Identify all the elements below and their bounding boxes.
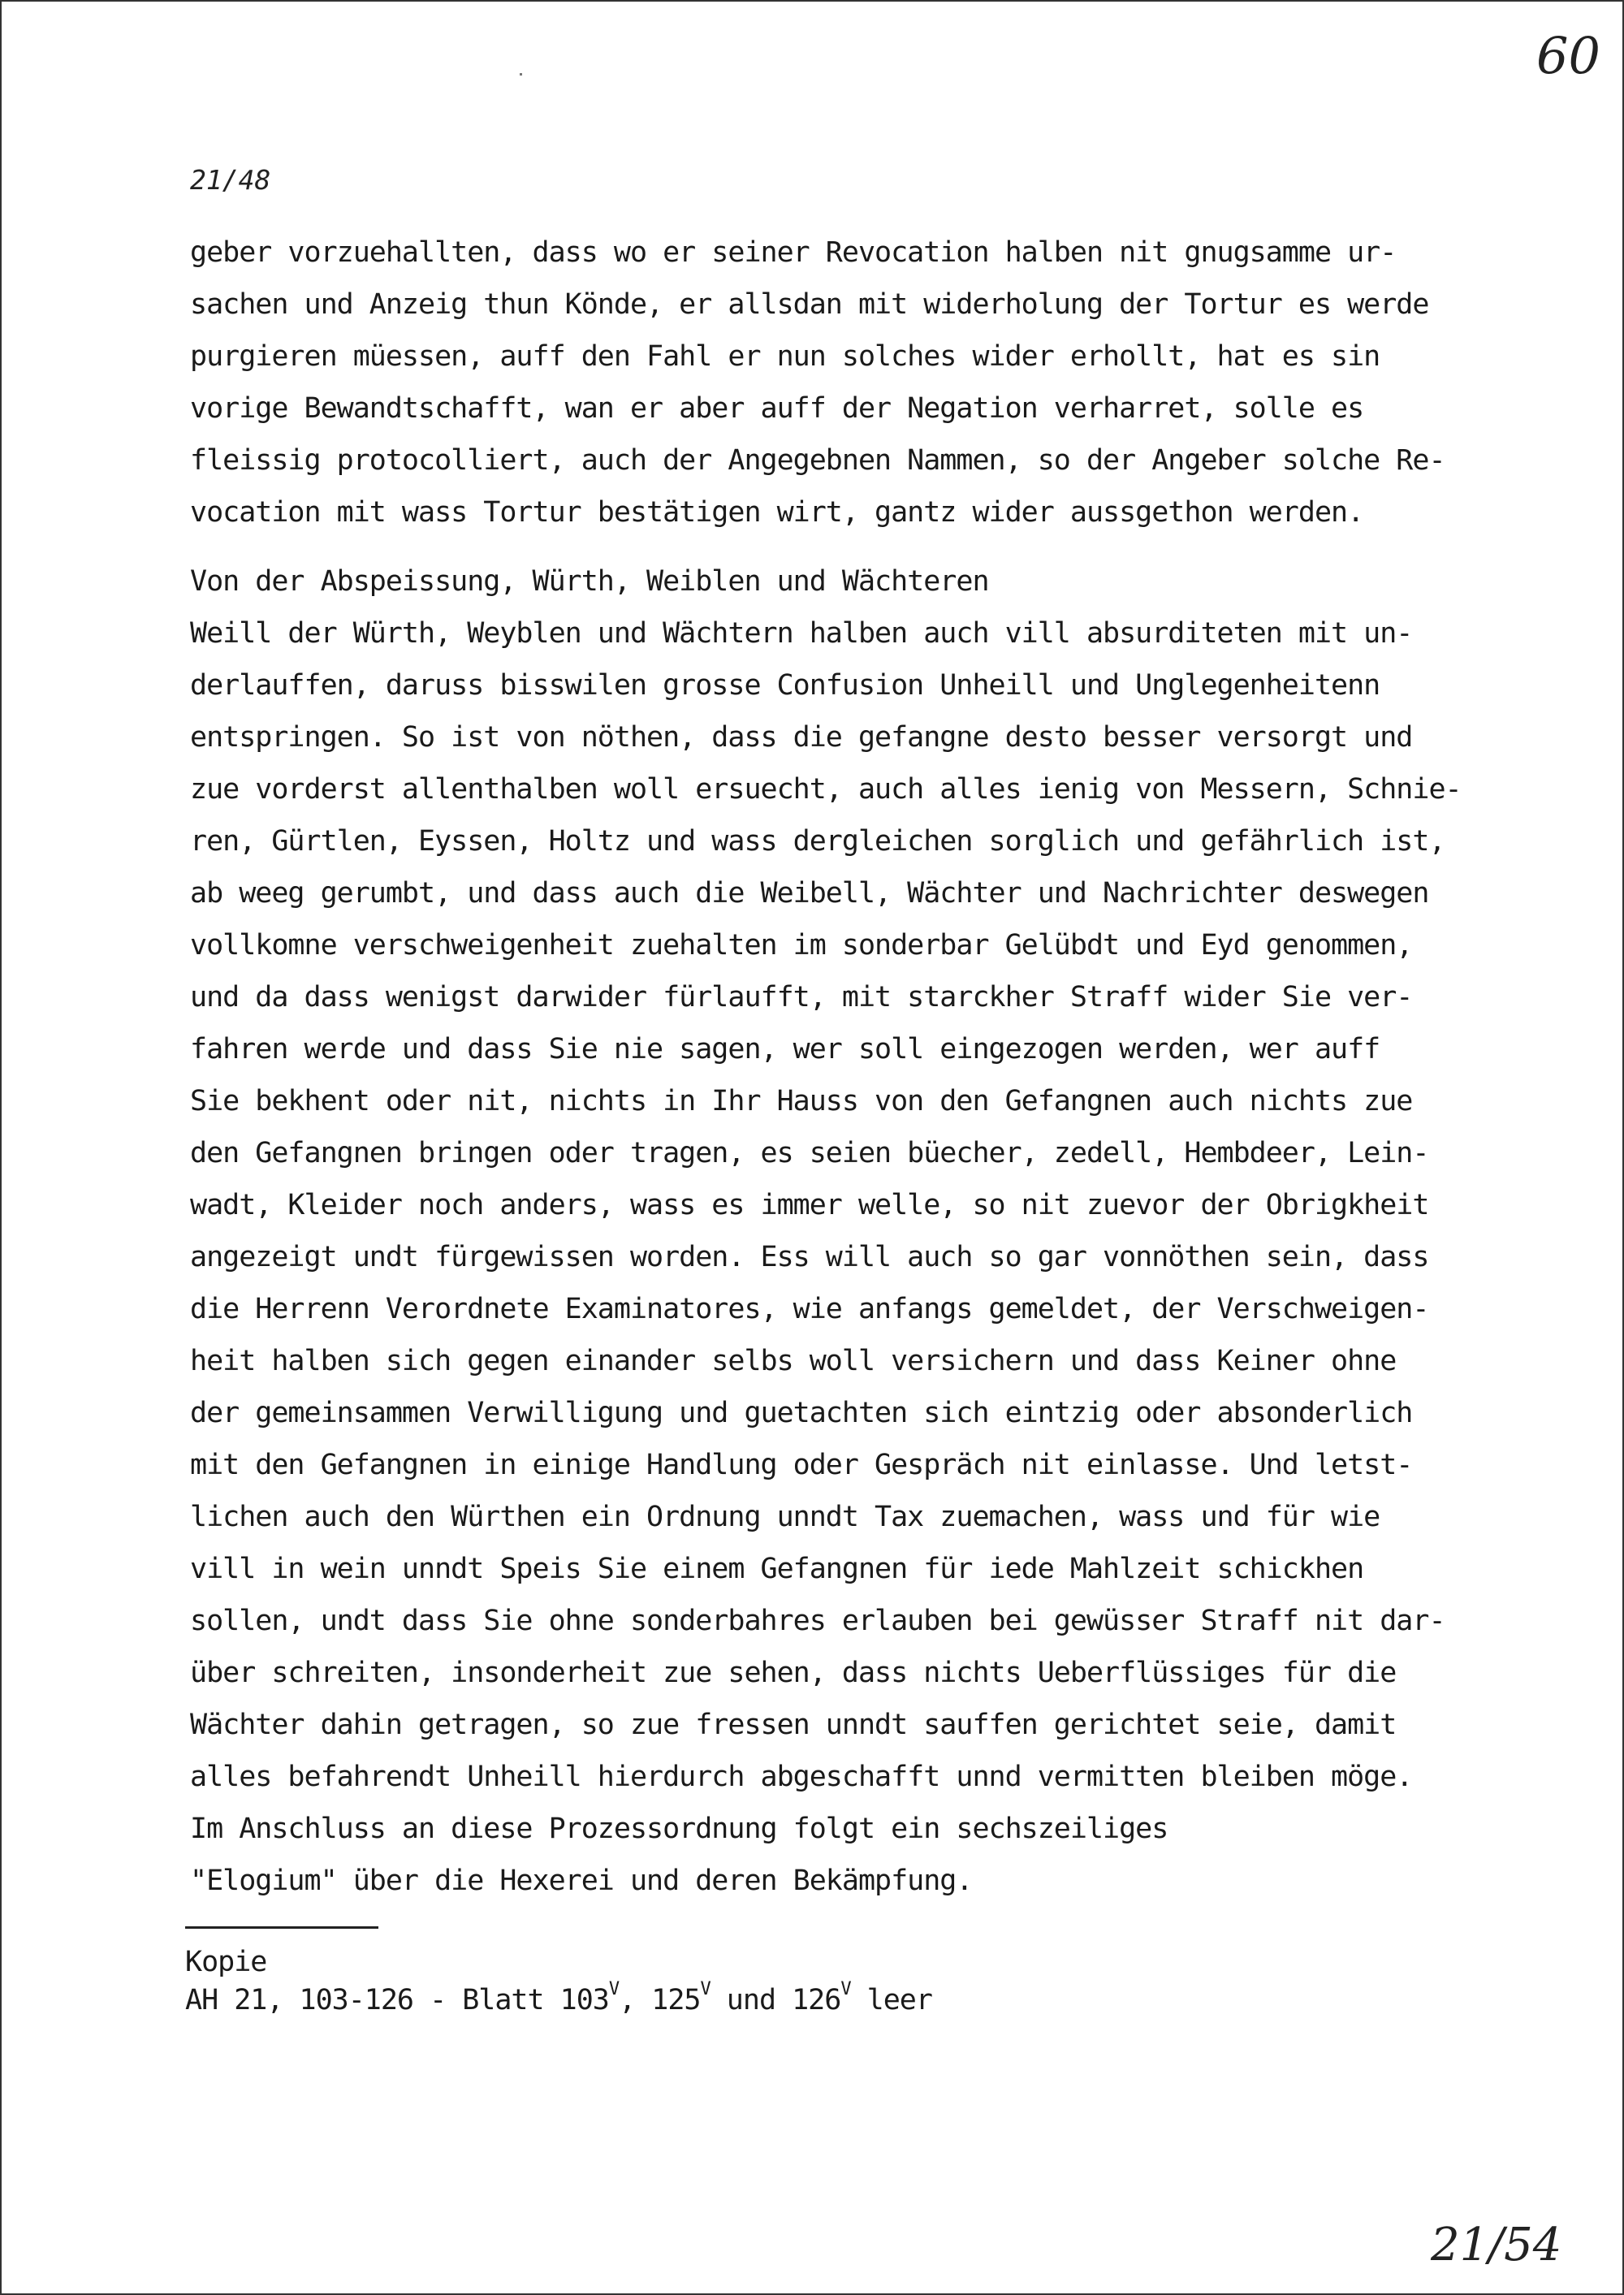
text-line: angezeigt undt fürgewissen worden. Ess will auch so gar vonnöthen sein, dass bbox=[190, 1241, 1429, 1273]
folio-number: 60 bbox=[1536, 26, 1600, 85]
text-line: mit den Gefangnen in einige Handlung oder Gespräch nit einlasse. Und letst- bbox=[190, 1449, 1413, 1481]
text-line: den Gefangnen bringen oder tragen, es seien büecher, zedell, Hembdeer, Lein- bbox=[190, 1137, 1429, 1169]
text-line: über schreiten, insonderheit zue sehen, dass nichts Ueberflüssiges für die bbox=[190, 1657, 1397, 1689]
text-line: wadt, Kleider noch anders, wass es immer welle, so nit zuevor der Obrigkheit bbox=[190, 1189, 1429, 1221]
page-reference: 21/48 bbox=[190, 164, 271, 196]
footnote-label: Kopie bbox=[185, 1946, 267, 1978]
text-line: zue vorderst allenthalben woll ersuecht, auch alles ienig von Messern, Schnie- bbox=[190, 773, 1462, 806]
text-line: Sie bekhent oder nit, nichts in Ihr Hauss von den Gefangnen auch nichts zue bbox=[190, 1085, 1413, 1117]
text-line: fleissig protocolliert, auch der Angegebnen Nammen, so der Angeber solche Re- bbox=[190, 444, 1445, 477]
text-line: purgieren müessen, auff den Fahl er nun solches wider erhollt, hat es sin bbox=[190, 340, 1380, 373]
verso-mark: V bbox=[608, 1979, 620, 1999]
paragraph-revocation bbox=[190, 227, 1465, 538]
text-line: und da dass wenigst darwider fürlaufft, mit starckher Straff wider Sie ver- bbox=[190, 981, 1413, 1014]
text-line: Wächter dahin getragen, so zue fressen unndt sauffen gerichtet seie, damit bbox=[190, 1709, 1397, 1741]
footnote-divider bbox=[185, 1926, 378, 1929]
text-line: vill in wein unndt Speis Sie einem Gefangnen für iede Mahlzeit schickhen bbox=[190, 1553, 1364, 1585]
section-heading bbox=[190, 555, 1465, 607]
text-line: die Herrenn Verordnete Examinatores, wie anfangs gemeldet, der Verschweigen- bbox=[190, 1293, 1429, 1325]
text-line: derlauffen, daruss bisswilen grosse Confusion Unheill und Unglegenheitenn bbox=[190, 669, 1380, 702]
speck bbox=[520, 73, 522, 76]
text-line: vocation mit wass Tortur bestätigen wirt, gantz wider aussgethon werden. bbox=[190, 496, 1364, 529]
text-line: fahren werde und dass Sie nie sagen, wer soll eingezogen werden, wer auff bbox=[190, 1033, 1380, 1065]
text-line: der gemeinsammen Verwilligung und guetachten sich eintzig oder absonderlich bbox=[190, 1397, 1413, 1429]
text-line: heit halben sich gegen einander selbs woll versichern und dass Keiner ohne bbox=[190, 1345, 1397, 1377]
verso-mark: V bbox=[840, 1979, 851, 1999]
footnote-source bbox=[185, 1979, 932, 2016]
text-line: vorige Bewandtschafft, wan er aber auff der Negation verharret, solle es bbox=[190, 392, 1364, 425]
verso-mark: V bbox=[700, 1979, 710, 1999]
archive-stamp: 21/54 bbox=[1431, 2219, 1562, 2271]
text-line: vollkomne verschweigenheit zuehalten im sonderbar Gelübdt und Eyd genommen, bbox=[190, 929, 1413, 962]
footnote-source-text: AH 21, 103-126 - Blatt 103 bbox=[185, 1984, 609, 2016]
text-line: geber vorzuehallten, dass wo er seiner Revocation halben nit gnugsamme ur- bbox=[190, 236, 1397, 269]
paragraph-abspeissung bbox=[190, 607, 1465, 1907]
footnote-source-text: leer bbox=[850, 1984, 932, 2016]
text-line: ren, Gürtlen, Eyssen, Holtz und wass dergleichen sorglich und gefährlich ist, bbox=[190, 825, 1445, 858]
text-line: "Elogium" über die Hexerei und deren Bekämpfung. bbox=[190, 1865, 973, 1897]
text-line: sachen und Anzeig thun Könde, er allsdan mit widerholung der Tortur es werde bbox=[190, 288, 1429, 321]
heading-text: Von der Abspeissung, Würth, Weiblen und Wächteren bbox=[190, 565, 989, 598]
text-line: entspringen. So ist von nöthen, dass die gefangne desto besser versorgt und bbox=[190, 721, 1413, 754]
text-line: Weill der Würth, Weyblen und Wächtern halben auch vill absurditeten mit un- bbox=[190, 617, 1413, 650]
text-line: lichen auch den Würthen ein Ordnung unndt Tax zuemachen, wass und für wie bbox=[190, 1501, 1380, 1533]
footnote-source-text: und 126 bbox=[710, 1984, 841, 2016]
text-line: sollen, undt dass Sie ohne sonderbahres erlauben bei gewüsser Straff nit dar- bbox=[190, 1605, 1445, 1637]
text-line: alles befahrendt Unheill hierdurch abgeschafft unnd vermitten bleiben möge. bbox=[190, 1761, 1413, 1793]
text-line: Im Anschluss an diese Prozessordnung folgt ein sechszeiliges bbox=[190, 1813, 1168, 1845]
text-line: ab weeg gerumbt, und dass auch die Weibell, Wächter und Nachrichter deswegen bbox=[190, 877, 1429, 910]
footnote-source-text: , 125 bbox=[619, 1984, 701, 2016]
